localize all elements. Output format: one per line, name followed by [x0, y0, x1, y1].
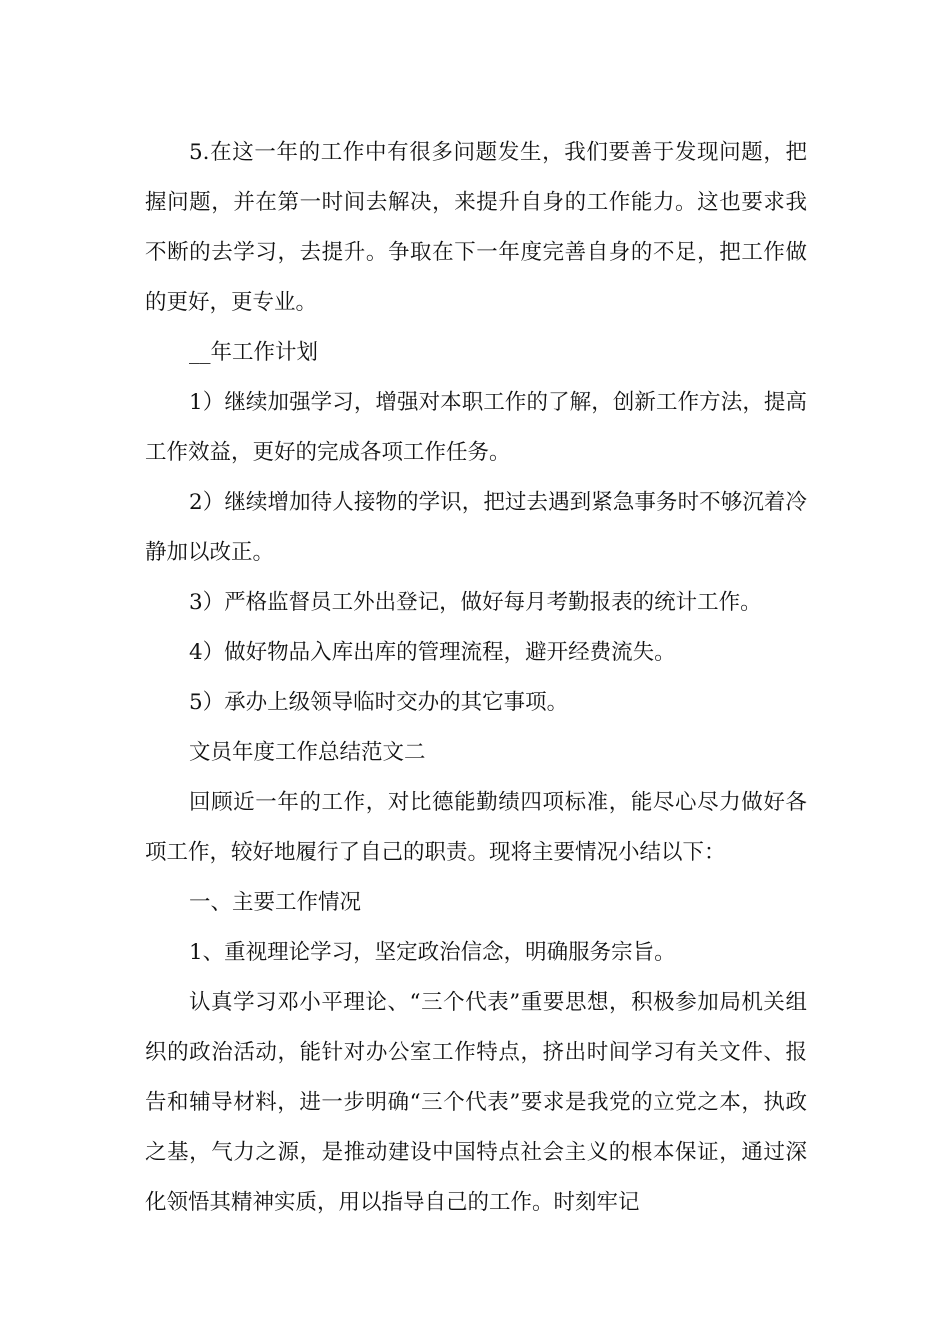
plan-item-3: 3）严格监督员工外出登记，做好每月考勤报表的统计工作。: [189, 590, 762, 615]
document-body: [145, 128, 807, 1228]
section-heading-sample-two: 文员年度工作总结范文二: [189, 740, 426, 765]
section-heading-main-work: 一、主要工作情况: [189, 890, 362, 915]
subheading-theory-study: 1、重视理论学习，坚定政治信念，明确服务宗旨。: [189, 940, 676, 965]
plan-item-5: 5）承办上级领导临时交办的其它事项。: [189, 690, 569, 715]
plan-item-1: 1）继续加强学习，增强对本职工作的了解，创新工作方法，提高工作效益，更好的完成各项工作任务。: [145, 390, 807, 465]
plan-item-2: 2）继续增加待人接物的学识，把过去遇到紧急事务时不够沉着冷静加以改正。: [145, 490, 807, 565]
section-heading-work-plan: __年工作计划: [189, 340, 319, 365]
paragraph-review: 回顾近一年的工作，对比德能勤绩四项标准，能尽心尽力做好各项工作，较好地履行了自己的职责。现将主要情况小结以下：: [145, 790, 807, 865]
paragraph-problem-solving: 5.在这一年的工作中有很多问题发生，我们要善于发现问题，把握问题，并在第一时间去解决，来提升自身的工作能力。这也要求我不断的去学习，去提升。争取在下一年度完善自身的不足，把工作做的更好，更专业。: [145, 140, 807, 315]
paragraph-theory-study: 认真学习邓小平理论、“三个代表”重要思想，积极参加局机关组织的政治活动，能针对办公室工作特点，挤出时间学习有关文件、报告和辅导材料，进一步明确“三个代表”要求是我党的立党之本，执政之基，气力之源，是推动建设中国特点社会主义的根本保证，通过深化领悟其精神实质，用以指导自己的工作。时刻牢记: [145, 990, 807, 1215]
plan-item-4: 4）做好物品入库出库的管理流程，避开经费流失。: [189, 640, 676, 665]
